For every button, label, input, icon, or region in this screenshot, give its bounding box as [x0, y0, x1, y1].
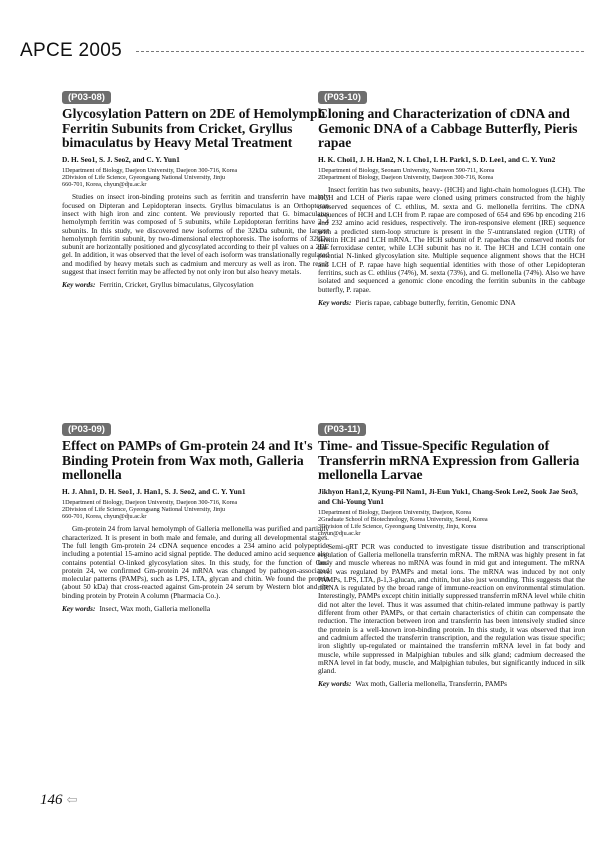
affiliation-line: 2Department of Biology, Daejeon University, Daejeon 300-716, Korea [318, 173, 494, 181]
article-title: Glycosylation Pattern on 2DE of Hemolymph Ferritin Subunits from Cricket, Gryllus bimaculatus by Heavy Metal Treatment [62, 106, 326, 150]
article-authors: D. H. Seo1, S. J. Seo2, and C. Y. Yun1 [62, 154, 180, 164]
header-rule [136, 51, 584, 52]
affiliation-line: 2Division of Life Science, Gyeongsang National University, Jinju [62, 505, 226, 513]
article-authors: Jikhyon Han1,2, Kyung-Pil Nam1, Ji-Eun Yuk1, Chang-Seok Lee2, Sook Jae Seo3, and Chi-Young Yun1 [318, 486, 578, 506]
article-keywords [318, 680, 585, 689]
affiliation-line: 1Department of Biology, Daejeon University, Daejeon 300-716, Korea [62, 166, 238, 174]
arrow-left-icon: ⇦ [66, 792, 78, 807]
article-affiliations [318, 509, 585, 538]
article-title: Cloning and Characterization of cDNA and Gemonic DNA of a Cabbage Butterfly, Pieris rapae [318, 106, 578, 150]
page-header [18, 40, 584, 66]
affiliation-line: 3Division of Life Science, Gyeongsang University, Jinju, Korea [318, 523, 477, 531]
article-affiliations [318, 167, 585, 182]
keywords-text: Pieris rapae, cabbage butterfly, ferritin, Genomic DNA [355, 297, 516, 307]
article-code: (P03-11) [318, 423, 366, 436]
article-abstract: Studies on insect iron-binding proteins such as ferritin and transferrin have mainly focused on Dipteran and Lepidopteran insects. Gryllus bimaculatus is an Orthopteran insect with high iron and zinc content. We previously reported that G. bimaculatus hemolymph ferritin was composed of 5 subunits, while Lepidopteran ferritins have 2–4 subunits. In this study, we discovered new isoforms of the 32kDa subunit, the largest hemolymph ferritin subunit, by two-dimensional electrophoresis. The isoforms of 32kDa subunit are horizontally positioned and glycosylated according to their pI values on a 2DE gel. In addition, it was observed that the level of each isoform was translationally regulated and modified by heavy metals such as cadmium and mercury as well as iron. The result suggest that insect ferritin may be affected by not only iron but also heavy metals. [62, 192, 329, 277]
affiliation-line: 2Division of Life Science, Gyeongsang National University, Jinju [62, 173, 226, 181]
page-number: 146 [40, 792, 63, 808]
affiliation-line: 1Department of Biology, Seonam University, Namwon 590-711, Korea [318, 166, 495, 174]
affiliation-line: chyun@dju.ac.kr [318, 530, 361, 538]
article-abstract: Gm-protein 24 from larval hemolymph of Galleria mellonella was purified and partially characterized. It is present in both male and female, and during all developmental stages. The full length Gm-protein 24 cDNA sequence encodes a 234 amino acid polypeptide including a potential 15-amino acid signal peptide. The deduced amino acid sequence also contains potential O-linked glycosylation sites. In this study, for the function of Gm-protein 24, we confirmed Gm-protein 24 mRNA was changed by pathogen-associated molecular patterns (PAMPs), such as LPS, LTA, glycan and chitin. We found the protein (about 50 kDa) that cross-reacted against Gm-protein 24 serum by Western blot and the binding protein by Protein A column (Pharmacia Co.). [62, 524, 329, 600]
article-title: Time- and Tissue-Specific Regulation of Transferrin mRNA Expression from Galleria mellonella Larvae [318, 438, 580, 482]
affiliation-line: 660-701, Korea, chyun@dju.ac.kr [62, 513, 147, 521]
article-code: (P03-09) [62, 423, 111, 436]
article-code: (P03-10) [318, 91, 367, 104]
article-affiliations [62, 499, 329, 521]
article-abstract: Semi-qRT PCR was conducted to investigate tissue distribution and transcriptional regulation of Galleria mellonella transferrin mRNA. The mRNA was highly present in fat body and muscle whereas no mRNA was found in mid gut and integument. The mRNA level was regulated by PAMPs and metal ions. The mRNA was induced by not only PAMPs, LPS, LTA, β-1,3-glucan, and chitin, but also just wounding. This suggests that the mRNA is regulated by the broad range of immune-reaction on environmental stimulation. Interestingly, PAMPs except chitin initially suppressed transferrin mRNA level while chitin did not alter the level. Thus it was assumed that chitin-related immune pathway is partly different from other PAMPs, or that certain characteristics of chitin can compensate the reduction. The interaction between iron and transferrin has been intensively studied since the protein is a well-known iron-binding protein. In this study, it was observed that iron and cadmium affected the transferrin transcription, and the regulation was tissue specific; iron slightly up-regulated or maintained the transferrin mRNA level in fat body and muscle, while suppressed in Malpighian tubules and silk gland; cadmium decreased the mRNA level in fat body, muscle, and Malpighian tubules, but significantly induced in silk gland. [318, 541, 585, 676]
affiliation-line: 660-701, Korea, chyun@dju.ac.kr [62, 181, 147, 189]
article-abstract: Insect ferritin has two subunits, heavy- (HCH) and light-chain homologues (LCH). The HCH and LCH of Pieris rapae were cloned using primers constructed from the highly conserved sequences of C. ethlius, M. sexta and G. mellonella ferritins. The cDNA sequences of HCH and LCH from P. rapae are composed of 654 and 696 bp encoding 216 and 232 amino acid residues, respectively. The iron-responsive element (IRE) sequence with a predicted stem-loop structure is present in the 5'-untranslated region (UTR) of ferritin HCH and LCH mRNA. The HCH subunit of P. rapaehas the conserved motifs for the ferroxidase center, while LCH subunit has no it. The HCH and LCH contain one potential N-linked glycosylation site. Multiple sequence alignment shows that the HCH and LCH of P. rapae have high sequential identities with those of other Lepidopteran ferritins, such as C. ethlius (74%), M. sexta (73%), and G. mellonella (74%). Also we have isolated and sequenced a genomic clone encoding the ferritin subunits in the cabbage butterfly, P. rapae. [318, 185, 585, 294]
article-keywords [62, 605, 329, 614]
page-footer [40, 792, 77, 809]
keywords-label: Key words: [318, 679, 352, 689]
article-authors: H. K. Choi1, J. H. Han2, N. I. Cho1, I. H. Park1, S. D. Lee1, and C. Y. Yun2 [318, 154, 556, 164]
conference-name: APCE 2005 [20, 40, 122, 61]
affiliation-line: 1Department of Biology, Daejeon University, Daejeon 300-716, Korea [62, 498, 238, 506]
affiliation-line: 1Department of Biology, Daejeon University, Daejeon, Korea [318, 508, 471, 516]
keywords-label: Key words: [62, 604, 96, 614]
keywords-text: Insect, Wax moth, Galleria mellonella [99, 604, 211, 614]
keywords-label: Key words: [318, 297, 352, 307]
article-p03-11 [318, 419, 585, 689]
article-affiliations [62, 167, 329, 189]
keywords-text: Wax moth, Galleria mellonella, Transferrin, PAMPs [355, 679, 508, 689]
article-p03-09 [62, 419, 329, 614]
keywords-text: Ferritin, Cricket, Gryllus bimaculatus, Glycosylation [99, 280, 254, 290]
article-p03-08 [62, 87, 329, 290]
article-keywords [62, 281, 329, 290]
article-keywords [318, 299, 585, 308]
article-title: Effect on PAMPs of Gm-protein 24 and It's Binding Protein from Wax moth, Galleria mellonella [62, 438, 313, 482]
keywords-label: Key words: [62, 280, 96, 290]
article-code: (P03-08) [62, 91, 111, 104]
affiliation-line: 2Graduate School of Biotechnology, Korea University, Seoul, Korea [318, 515, 488, 523]
article-authors: H. J. Ahn1, D. H. Seo1, J. Han1, S. J. Seo2, and C. Y. Yun1 [62, 486, 246, 496]
article-p03-10 [318, 87, 585, 308]
